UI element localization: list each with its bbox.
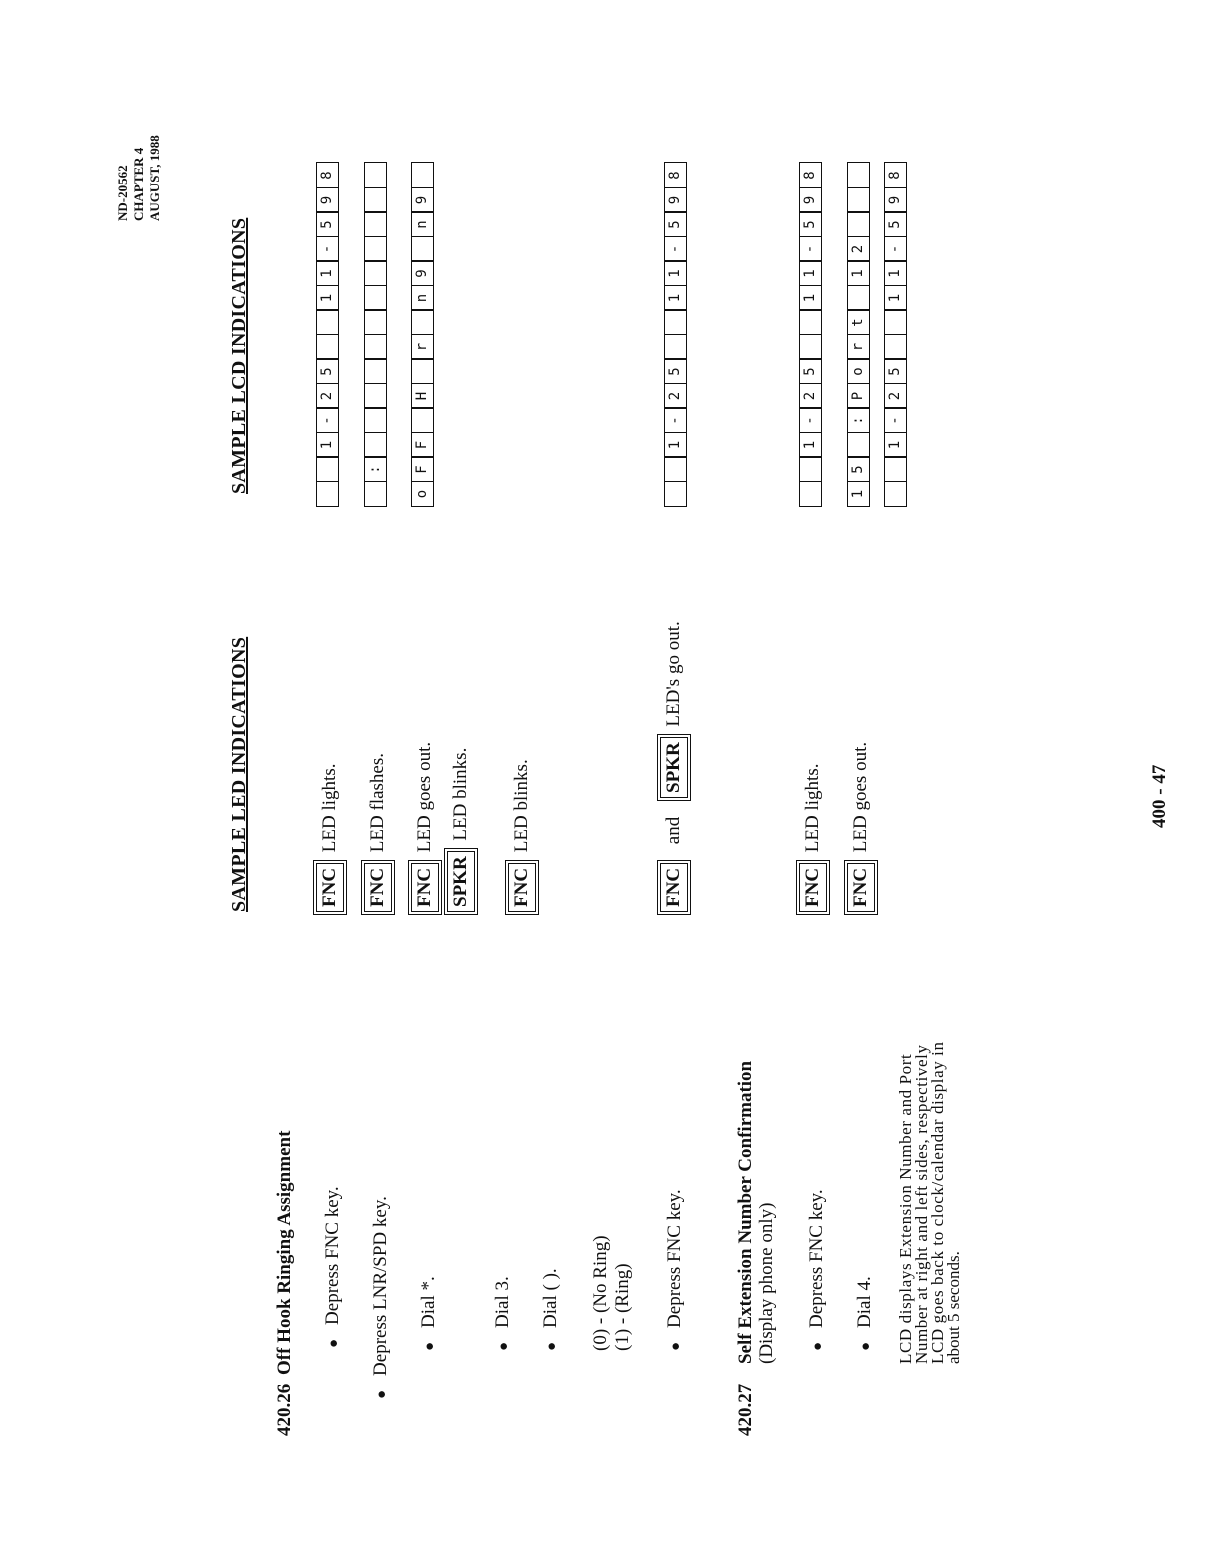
lcd-cell: - [664, 236, 687, 262]
section-420-27-subtitle: (Display phone only) [756, 1202, 777, 1364]
lcd-cell: H [411, 383, 434, 409]
lcd-cell [364, 187, 387, 213]
fnc-key-label: FNC [508, 863, 536, 912]
lcd-cell [664, 310, 687, 336]
lcd-cell [364, 334, 387, 360]
lcd-cell [847, 285, 870, 311]
lcd-cell [364, 432, 387, 458]
lcd-cell: - [664, 408, 687, 434]
led-row-8: FNC LED goes out. [847, 742, 875, 912]
lcd-cell: : [364, 457, 387, 483]
lcd-cell: 2 [316, 383, 339, 409]
lcd-cell: 5 [799, 359, 822, 385]
lcd-cell: 1 [884, 432, 907, 458]
lcd-cell [364, 163, 387, 189]
lcd-cell [847, 212, 870, 238]
lcd-cell: - [316, 236, 339, 262]
lcd-cell: 1 [847, 481, 870, 507]
lcd-cell [799, 334, 822, 360]
lcd-cell: - [884, 236, 907, 262]
lcd-cell [884, 334, 907, 360]
lcd-cell [364, 383, 387, 409]
lcd-cell: - [799, 236, 822, 262]
page-number: 400 - 47 [1149, 764, 1170, 828]
doc-date: AUGUST, 1988 [147, 135, 162, 221]
option-ring: (1) - (Ring) [612, 1263, 633, 1351]
lcd-cell [364, 261, 387, 287]
lcd-cell [847, 187, 870, 213]
step-dial-3: ● Dial 3. [492, 1276, 514, 1351]
step-dial-option: ● Dial ( ). [540, 1268, 562, 1351]
lcd-cell [364, 359, 387, 385]
spkr-key-label: SPKR [447, 851, 475, 912]
lcd-cell [799, 457, 822, 483]
lcd-cell: o [411, 481, 434, 507]
lcd-cell [411, 359, 434, 385]
lcd-row-3 [411, 164, 434, 507]
lcd-cell: r [411, 334, 434, 360]
lcd-cell: 1 [884, 261, 907, 287]
lcd-cell [884, 457, 907, 483]
lcd-cell: - [884, 408, 907, 434]
led-row-1: FNC LED lights. [316, 764, 344, 912]
fnc-key-label: FNC [799, 863, 827, 912]
lcd-cell: 5 [884, 359, 907, 385]
lcd-cell [364, 481, 387, 507]
lcd-column-title: SAMPLE LCD INDICATIONS [228, 217, 250, 494]
lcd-cell: 5 [316, 359, 339, 385]
lcd-cell [364, 285, 387, 311]
lcd-cell: 2 [799, 383, 822, 409]
lcd-cell: 8 [664, 163, 687, 189]
lcd-row-4 [664, 164, 687, 507]
lcd-cell: 9 [664, 187, 687, 213]
section-420-27-number: 420.27 [735, 1383, 756, 1436]
lcd-row-7 [884, 164, 907, 507]
lcd-cell [411, 163, 434, 189]
lcd-cell: 9 [411, 261, 434, 287]
lcd-cell [411, 408, 434, 434]
led-column-title: SAMPLE LED INDICATIONS [228, 636, 250, 912]
lcd-cell [799, 310, 822, 336]
lcd-cell [664, 334, 687, 360]
lcd-cell: 1 [847, 261, 870, 287]
lcd-row-1 [316, 164, 339, 507]
lcd-cell: 1 [884, 285, 907, 311]
lcd-cell: 2 [847, 236, 870, 262]
step-depress-fnc-27: ● Depress FNC key. [806, 1189, 828, 1351]
lcd-cell: 1 [799, 261, 822, 287]
led-row-4: SPKR LED blinks. [447, 748, 475, 912]
lcd-cell: 5 [664, 359, 687, 385]
fnc-key-label: FNC [411, 863, 439, 912]
lcd-cell [364, 310, 387, 336]
lcd-cell [364, 212, 387, 238]
lcd-cell: 1 [664, 432, 687, 458]
led-row-5: FNC LED blinks. [508, 759, 536, 912]
led-row-7: FNC LED lights. [799, 764, 827, 912]
fnc-key-label: FNC [316, 863, 344, 912]
lcd-cell: 1 [664, 261, 687, 287]
lcd-cell: F [411, 457, 434, 483]
fnc-key-label: FNC [847, 863, 875, 912]
lcd-cell: 5 [799, 212, 822, 238]
lcd-cell [799, 481, 822, 507]
lcd-cell [884, 310, 907, 336]
lcd-cell: 1 [316, 432, 339, 458]
lcd-cell: 9 [884, 187, 907, 213]
lcd-cell: - [799, 408, 822, 434]
lcd-cell: t [847, 310, 870, 336]
lcd-cell: 5 [847, 457, 870, 483]
fnc-key-label: FNC [660, 863, 688, 912]
lcd-cell: r [847, 334, 870, 360]
lcd-cell [364, 408, 387, 434]
lcd-cell [316, 481, 339, 507]
doc-chapter: CHAPTER 4 [131, 147, 146, 221]
lcd-cell: : [847, 408, 870, 434]
lcd-cell: P [847, 383, 870, 409]
lcd-cell: 5 [316, 212, 339, 238]
lcd-cell [364, 236, 387, 262]
step-depress-lnr-spd: ● Depress LNR/SPD key. [370, 1196, 392, 1399]
lcd-cell: F [411, 432, 434, 458]
step-depress-fnc-final: ● Depress FNC key. [664, 1189, 686, 1351]
section-number: 420.26 [274, 1383, 295, 1436]
fnc-key-label: FNC [364, 863, 392, 912]
lcd-cell [847, 432, 870, 458]
lcd-cell: 5 [884, 212, 907, 238]
lcd-cell [664, 457, 687, 483]
led-row-2: FNC LED flashes. [364, 753, 392, 912]
lcd-cell: 9 [316, 187, 339, 213]
lcd-cell: 1 [799, 432, 822, 458]
led-row-3: FNC LED goes out. [411, 742, 439, 912]
lcd-note-paragraph: LCD displays Extension Number and Port Number at right and left sides, respectively LCD goes back to clock/calendar display in about 5 seconds. [896, 1041, 963, 1364]
lcd-cell: 1 [316, 261, 339, 287]
lcd-cell: 1 [664, 285, 687, 311]
lcd-cell [316, 334, 339, 360]
section-420-27-title: Self Extension Number Confirmation [735, 1060, 756, 1364]
lcd-cell: 9 [799, 187, 822, 213]
section-420-26-heading [274, 1131, 296, 1436]
lcd-cell [316, 457, 339, 483]
lcd-cell: 8 [316, 163, 339, 189]
lcd-cell: 1 [799, 285, 822, 311]
lcd-cell: o [847, 359, 870, 385]
lcd-row-2 [364, 164, 387, 507]
spkr-key-label: SPKR [660, 737, 688, 798]
lcd-cell: 1 [316, 285, 339, 311]
section-title: Off Hook Ringing Assignment [274, 1130, 295, 1375]
lcd-cell [847, 163, 870, 189]
doc-number: ND-20562 [115, 165, 130, 221]
document-header [115, 135, 163, 221]
lcd-cell: n [411, 285, 434, 311]
lcd-cell: - [316, 408, 339, 434]
lcd-cell: n [411, 212, 434, 238]
option-no-ring: (0) - (No Ring) [590, 1235, 611, 1351]
lcd-cell: 2 [664, 383, 687, 409]
lcd-cell: 8 [799, 163, 822, 189]
step-dial-star: ● Dial *. [418, 1276, 440, 1351]
lcd-cell: 5 [664, 212, 687, 238]
lcd-cell [664, 481, 687, 507]
step-dial-4: ● Dial 4. [854, 1276, 876, 1351]
lcd-cell: 8 [884, 163, 907, 189]
lcd-cell [411, 310, 434, 336]
lcd-cell: 2 [884, 383, 907, 409]
led-row-6: FNC and SPKR LED's go out. [660, 621, 688, 912]
lcd-row-6 [847, 164, 870, 507]
lcd-cell: 9 [411, 187, 434, 213]
lcd-cell [411, 236, 434, 262]
lcd-cell [884, 481, 907, 507]
lcd-row-5 [799, 164, 822, 507]
step-depress-fnc: ● Depress FNC key. [322, 1186, 344, 1348]
lcd-cell [316, 310, 339, 336]
